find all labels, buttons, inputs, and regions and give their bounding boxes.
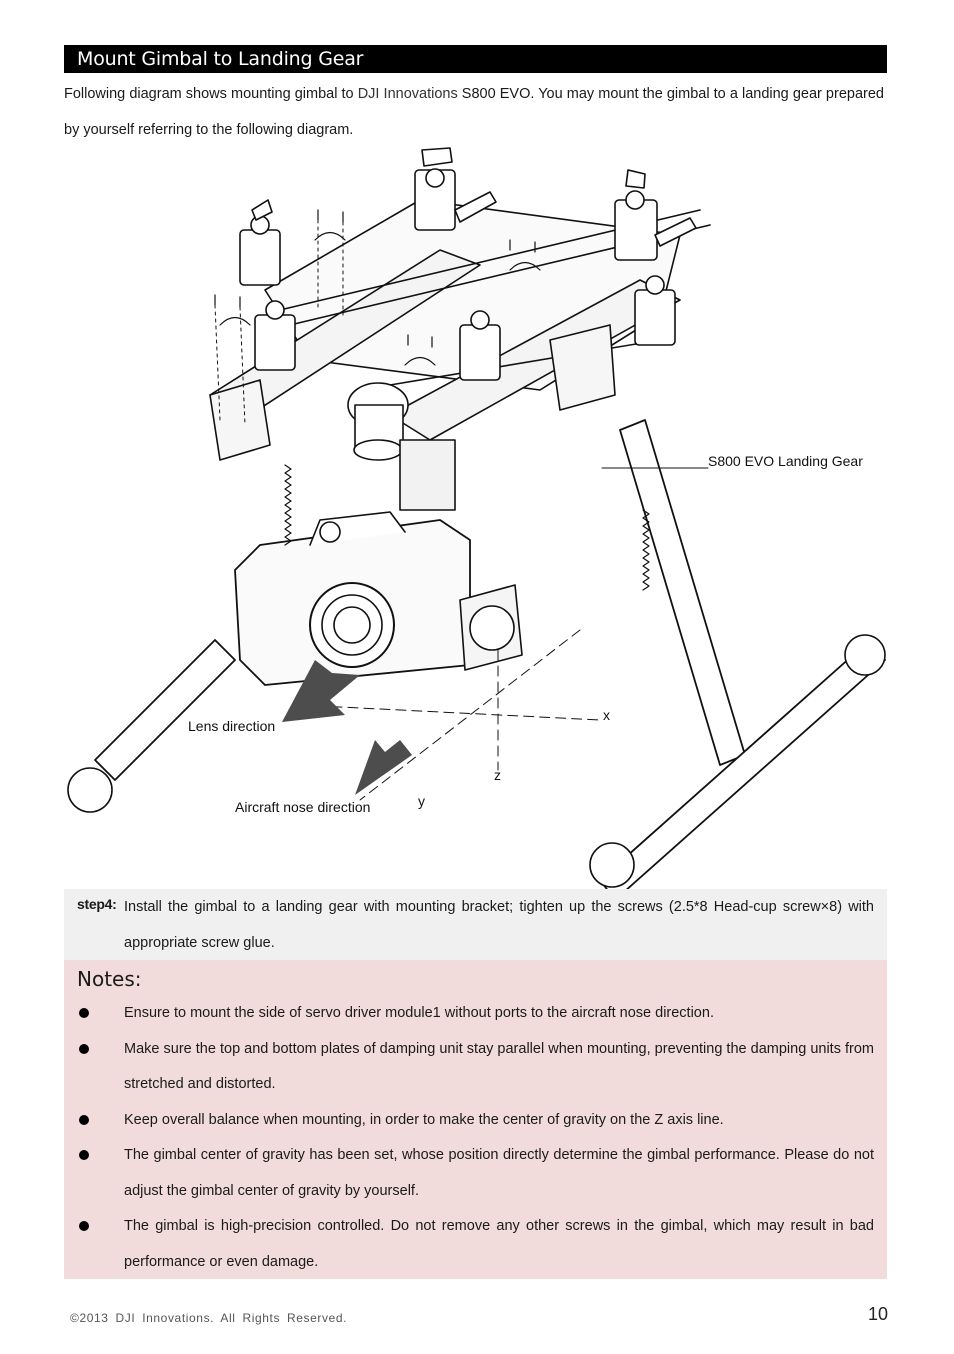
bullet-icon [79,1044,89,1054]
spring-left [285,465,291,545]
bullet-icon [79,1221,89,1231]
step-label: step4: [77,896,117,912]
clamp-back-left [415,148,455,230]
notes-box [64,960,887,1279]
intro-brand: DJI Innovations [357,86,458,102]
note-text: Make sure the top and bottom plates of damping unit stay parallel when mounting, preventing the damping units from stretched and distorted. [124,1040,874,1092]
gear-side-box-right [550,325,615,410]
landing-skid-right [600,640,885,890]
note-text: Keep overall balance when mounting, in order to make the center of gravity on the Z axis line. [124,1111,724,1128]
step-text: Install the gimbal to a landing gear with mounting bracket; tighten up the screws (2.5*8 Head-cup screw×8) with appropriate screw glue. [124,899,874,951]
notes-list [64,996,887,1280]
note-text: The gimbal is high-precision controlled. Do not remove any other screws in the gimbal, which may result in bad performance or even damage. [124,1218,874,1270]
bullet-icon [79,1115,89,1125]
landing-gear-label: S800 EVO Landing Gear [708,453,863,469]
note-item [64,1103,887,1139]
nose-direction-arrow [355,740,412,795]
axis-x-line [300,705,600,720]
step-box [64,889,887,960]
page-number: 10 [868,1304,889,1324]
axis-x-label: x [603,707,610,723]
clamp-front-left [240,200,280,285]
note-text: Ensure to mount the side of servo driver module1 without ports to the aircraft nose direction. [124,1005,714,1021]
section-title: Mount Gimbal to Landing Gear [64,45,887,73]
note-item [64,996,887,1032]
landing-leg-left [95,640,235,780]
note-item [64,1032,887,1103]
bullet-icon [79,1150,89,1160]
footer-copyright: ©2013 DJI Innovations. All Rights Reserved. [70,1311,348,1325]
bullet-icon [79,1008,89,1018]
intro-text-after: S800 EVO. You may mount the gimbal to a landing gear prepared by yourself referring to the following diagram. [64,86,884,138]
gimbal-mounting-diagram [60,140,900,890]
clamp-back-right [615,170,657,260]
lens-direction-label: Lens direction [188,718,276,734]
note-item [64,1209,887,1280]
notes-title: Notes: [77,967,142,991]
spring-right [643,510,649,590]
intro-text-before: Following diagram shows mounting gimbal to [64,86,358,102]
nose-direction-label: Aircraft nose direction [235,799,371,815]
landing-leg-right [620,420,745,765]
note-text: The gimbal center of gravity has been set, whose position directly determine the gimbal performance. Please do not adjust the gimbal center of gravity by yourself. [124,1147,874,1199]
axis-y-label: y [418,793,425,809]
axis-z-label: z [494,767,501,783]
note-item [64,1138,887,1209]
intro-paragraph [64,76,884,148]
